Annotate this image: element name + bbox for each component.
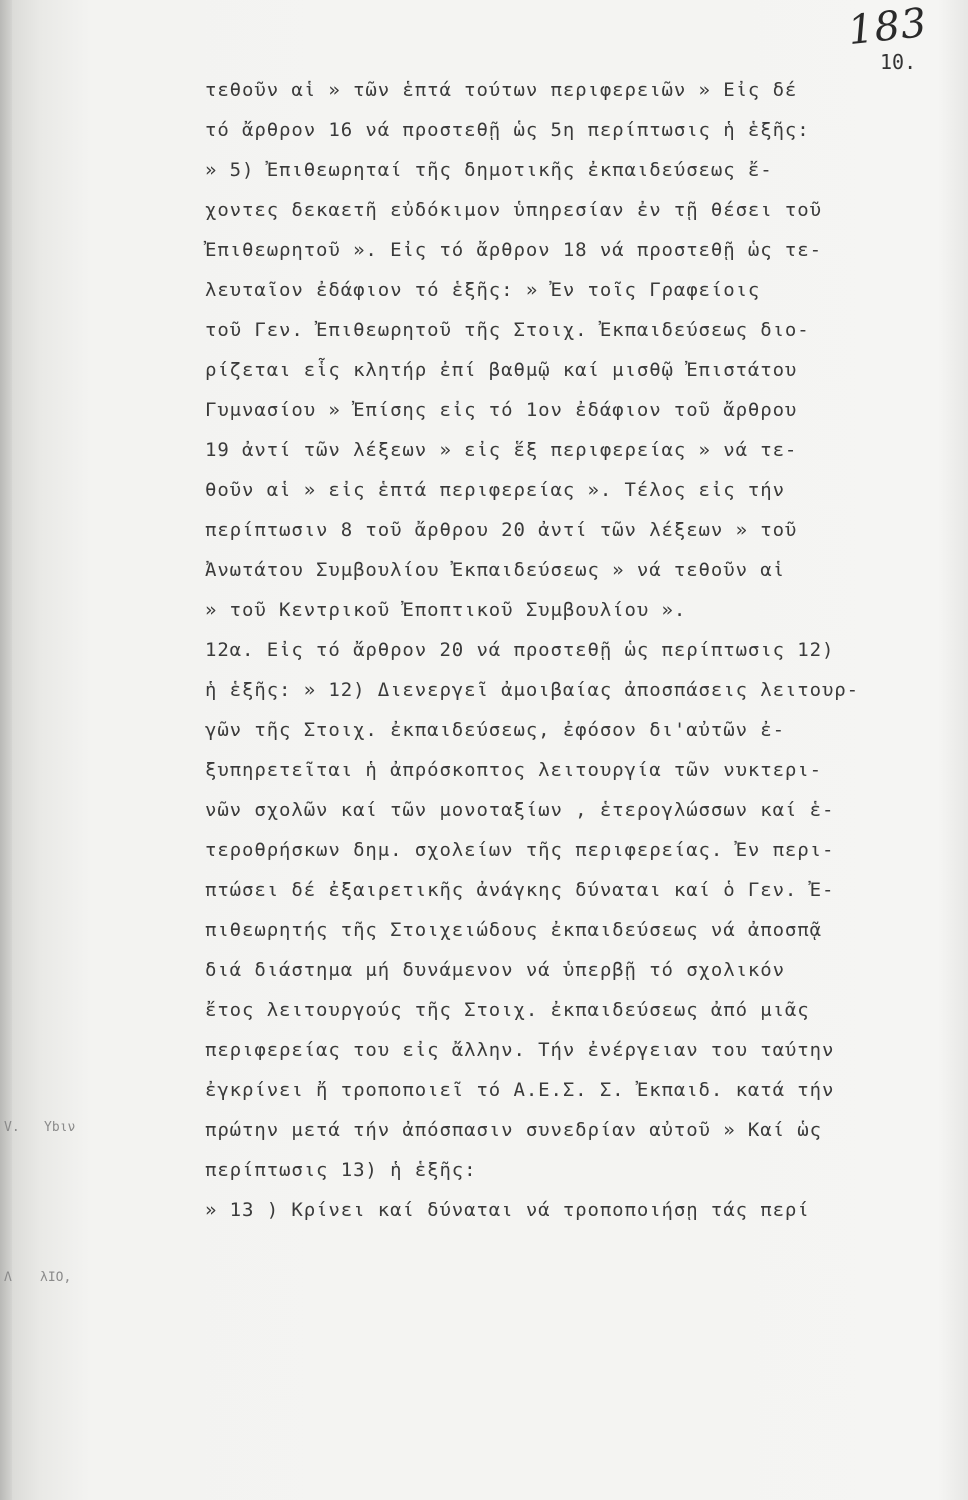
margin-note: Λ (4, 1270, 12, 1285)
text-line: 12α. Εἰς τό ἄρθρον 20 νά προστεθῇ ὡς περίπτωσις 12) (205, 639, 835, 661)
text-line: » 5) Ἐπιθεωρηταί τῆς δημοτικῆς ἐκπαιδεύσεως ἔ- (205, 159, 773, 181)
text-line: περίπτωσιν 8 τοῦ ἄρθρου 20 ἀντί τῶν λέξεων » τοῦ (205, 519, 798, 541)
text-line: θοῦν αἱ » εἰς ἑπτά περιφερείας ». Τέλος εἰς τήν (205, 479, 785, 501)
text-line: πιθεωρητής τῆς Στοιχειώδους ἐκπαιδεύσεως νά ἀποσπᾷ (205, 919, 822, 941)
text-line: ρίζεται εἷς κλητήρ ἐπί βαθμῷ καί μισθῷ Ἐπιστάτου (205, 359, 798, 381)
margin-note: λΙΟ, (40, 1270, 72, 1285)
text-line: χοντες δεκαετῆ εὐδόκιμον ὑπηρεσίαν ἐν τῇ θέσει τοῦ (205, 199, 822, 221)
text-line: 19 ἀντί τῶν λέξεων » εἰς ἕξ περιφερείας » νά τε- (205, 439, 798, 461)
text-line: » 13 ) Κρίνει καί δύναται νά τροποποιήσῃ τάς περί (205, 1199, 810, 1221)
text-line: τεροθρήσκων δημ. σχολείων τῆς περιφερείας. Ἐν περι- (205, 839, 835, 861)
text-line: » τοῦ Κεντρικοῦ Ἐποπτικοῦ Συμβουλίου ». (205, 599, 687, 621)
text-line: ἡ ἑξῆς: » 12) Διενεργεῖ ἀμοιβαίας ἀποσπάσεις λειτουρ- (205, 679, 859, 701)
page-edge-shadow (938, 0, 968, 1500)
text-line: διά διάστημα μή δυνάμενον νά ὑπερβῇ τό σχολικόν (205, 959, 785, 981)
margin-note: Ybιν (44, 1120, 76, 1135)
handwritten-page-number: 183 (845, 0, 930, 55)
text-line: περιφερείας του εἰς ἄλλην. Τήν ἐνέργειαν του ταύτην (205, 1039, 835, 1061)
text-line: Ἐπιθεωρητοῦ ». Εἰς τό ἄρθρον 18 νά προστεθῇ ὡς τε- (205, 239, 822, 261)
text-line: πρώτην μετά τήν ἀπόσπασιν συνεδρίαν αὐτοῦ » Καί ὡς (205, 1119, 822, 1141)
text-line: Γυμνασίου » Ἐπίσης εἰς τό 1ον ἐδάφιον τοῦ ἄρθρου (205, 399, 798, 421)
text-line: τεθοῦν αἱ » τῶν ἑπτά τούτων περιφερειῶν » Εἰς δέ (205, 79, 798, 101)
text-line: τό ἄρθρον 16 νά προστεθῇ ὡς 5η περίπτωσις ἡ ἑξῆς: (205, 119, 810, 141)
text-line: περίπτωσις 13) ἡ ἑξῆς: (205, 1159, 477, 1181)
text-line: ἐγκρίνει ἤ τροποποιεῖ τό Α.Ε.Σ. Σ. Ἐκπαιδ. κατά τήν (205, 1079, 835, 1101)
text-line: πτώσει δέ ἐξαιρετικῆς ἀνάγκης δύναται καί ὁ Γεν. Ἐ- (205, 879, 835, 901)
text-line: νῶν σχολῶν καί τῶν μονοταξίων , ἑτερογλώσσων καί ἑ- (205, 799, 835, 821)
text-line: ἔτος λειτουργούς τῆς Στοιχ. ἐκπαιδεύσεως ἀπό μιᾶς (205, 999, 810, 1021)
margin-note: V. (4, 1120, 20, 1135)
text-line: Ἀνωτάτου Συμβουλίου Ἐκπαιδεύσεως » νά τεθοῦν αἱ (205, 559, 785, 581)
text-line: τοῦ Γεν. Ἐπιθεωρητοῦ τῆς Στοιχ. Ἐκπαιδεύσεως διο- (205, 319, 810, 341)
typed-text-body (205, 70, 935, 1230)
text-line: λευταῖον ἐδάφιον τό ἑξῆς: » Ἐν τοῖς Γραφείοις (205, 279, 761, 301)
text-line: γῶν τῆς Στοιχ. ἐκπαιδεύσεως, ἐφόσον δι'αὐτῶν ἐ- (205, 719, 785, 741)
typed-page-number: 10. (880, 50, 917, 74)
text-line: ξυπηρετεῖται ἡ ἀπρόσκοπτος λειτουργία τῶν νυκτερι- (205, 759, 822, 781)
